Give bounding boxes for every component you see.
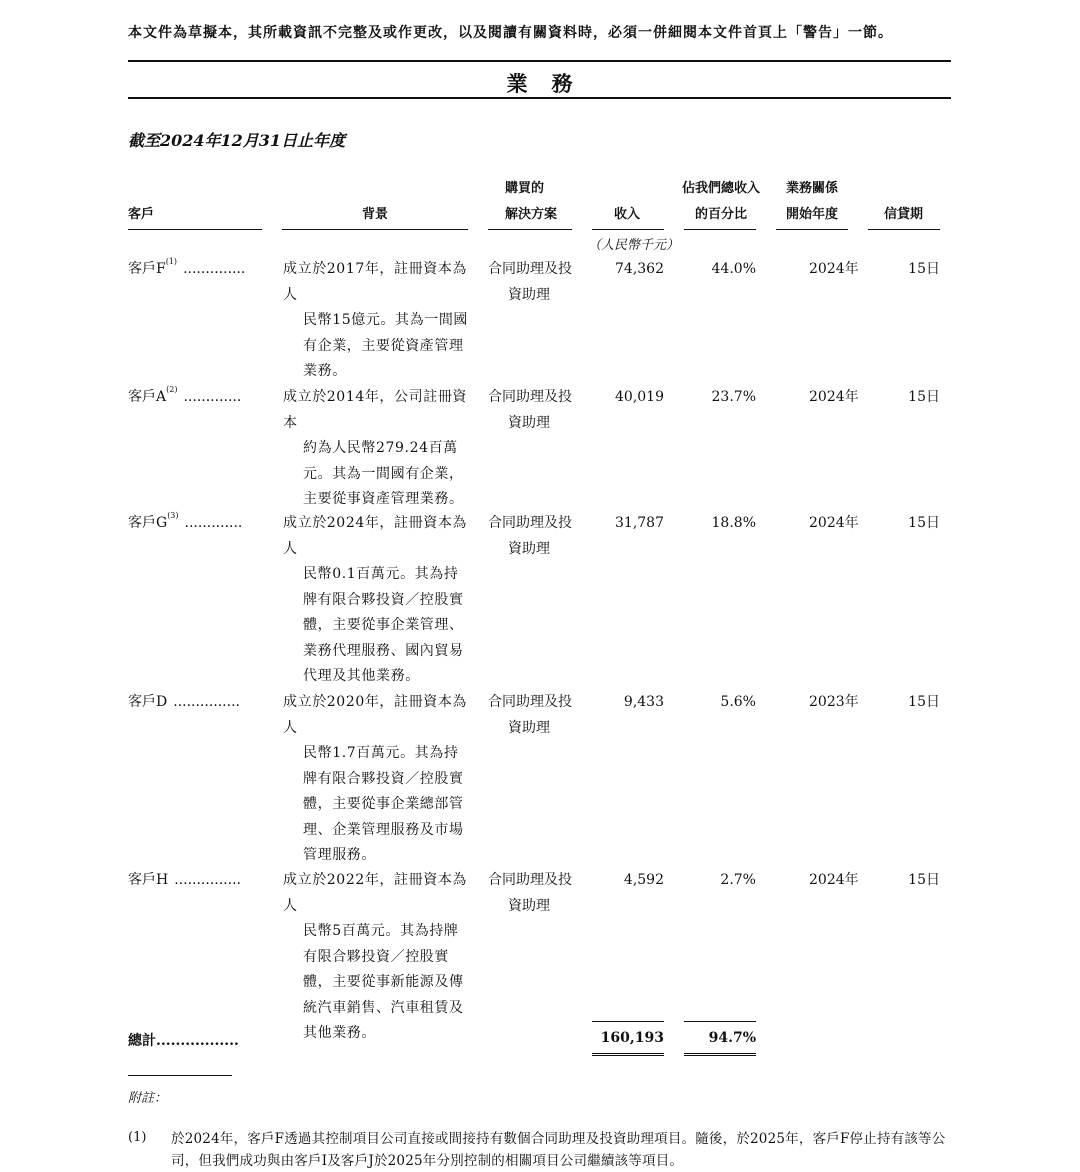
purchased-solution: 合同助理及投 資助理 bbox=[488, 515, 572, 557]
total-pct: 94.7% bbox=[708, 1030, 756, 1046]
title-bottom-rule bbox=[128, 97, 951, 99]
credit-term: 15日 bbox=[908, 515, 940, 531]
revenue-value: 31,787 bbox=[615, 515, 664, 531]
pct-value: 44.0% bbox=[711, 261, 756, 277]
period-title: 截至2024年12月31日止年度 bbox=[128, 131, 346, 150]
client-name: 客戶$F^{(1)}$ .............. bbox=[128, 257, 246, 277]
credit-term: 15日 bbox=[908, 261, 940, 277]
total-revenue-top-rule bbox=[592, 1021, 664, 1022]
col-header-start-line2: 開始年度 bbox=[786, 207, 839, 222]
col-header-client: 客戶 bbox=[128, 207, 155, 222]
col-header-start-line1: 業務關係 bbox=[786, 181, 839, 196]
revenue-value: 74,362 bbox=[615, 261, 664, 277]
pct-value: 18.8% bbox=[711, 515, 756, 531]
client-background: 成立於2022年，註冊資本為人 民幣5百萬元。其為持牌有限合夥投資／控股實體，主要從事新能源及傳統汽車銷售、汽車租賃及其他業務。 bbox=[283, 872, 468, 1041]
client-background: 成立於2020年，註冊資本為人 民幣1.7百萬元。其為持牌有限合夥投資／控股實體，主要從事企業總部管理、企業管理服務及市場管理服務。 bbox=[283, 694, 468, 863]
purchased-solution: 合同助理及投 資助理 bbox=[488, 261, 572, 303]
notes-title: 附註： bbox=[128, 1091, 168, 1106]
note-number: (1) bbox=[128, 1130, 147, 1145]
revenue-unit: （人民幣千元） bbox=[588, 238, 680, 253]
client-name: 客戶H ............... bbox=[128, 872, 241, 888]
header-rule-revenue bbox=[592, 229, 664, 230]
total-revenue: 160,193 bbox=[600, 1030, 664, 1046]
col-header-pct-line1: 佔我們總收入 bbox=[682, 181, 761, 196]
credit-term: 15日 bbox=[908, 694, 940, 710]
col-header-pct-line2: 的百分比 bbox=[695, 207, 748, 222]
header-rule-credit bbox=[868, 229, 940, 230]
col-header-solution-line2: 解決方案 bbox=[505, 207, 558, 222]
client-name: 客戶$A^{(2)}$ ............. bbox=[128, 385, 242, 405]
header-rule-client bbox=[128, 229, 262, 230]
client-name: 客戶D ............... bbox=[128, 694, 240, 710]
col-header-background: 背景 bbox=[362, 207, 389, 222]
draft-warning: 本文件為草擬本，其所載資訊不完整及或作更改，以及閱讀有關資料時，必須一併細閱本文件首頁上「警告」一節。 bbox=[128, 25, 893, 41]
total-pct-top-rule bbox=[684, 1021, 756, 1022]
total-label: 總計................. bbox=[128, 1033, 239, 1049]
section-title: 業務 bbox=[506, 71, 597, 96]
revenue-value: 40,019 bbox=[615, 389, 664, 405]
revenue-value: 4,592 bbox=[623, 872, 664, 888]
purchased-solution: 合同助理及投 資助理 bbox=[488, 872, 572, 914]
credit-term: 15日 bbox=[908, 872, 940, 888]
title-top-rule bbox=[128, 60, 951, 62]
start-year: 2024年 bbox=[809, 389, 859, 405]
pct-value: 5.6% bbox=[720, 694, 756, 710]
credit-term: 15日 bbox=[908, 389, 940, 405]
client-background: 成立於2024年，註冊資本為人 民幣0.1百萬元。其為持牌有限合夥投資／控股實體，主要從事企業管理、業務代理服務、國內貿易代理及其他業務。 bbox=[283, 515, 468, 684]
client-background: 成立於2014年，公司註冊資本 約為人民幣279.24百萬元。其為一間國有企業，主要從事資產管理業務。 bbox=[283, 389, 468, 507]
note-text: 於2024年，客戶F透過其控制項目公司直接或間接持有數個合同助理及投資助理項目。隨後，於2025年，客戶F停止持有該等公司，但我們成功與由客戶I及客戶J於2025年分別控制的相關項目公司繼續該等項目。 bbox=[171, 1131, 946, 1169]
header-rule-solution bbox=[488, 229, 572, 230]
col-header-solution-line1: 購買的 bbox=[505, 181, 545, 196]
purchased-solution: 合同助理及投 資助理 bbox=[488, 694, 572, 736]
col-header-revenue: 收入 bbox=[614, 207, 641, 222]
pct-value: 23.7% bbox=[711, 389, 756, 405]
client-background: 成立於2017年，註冊資本為人 民幣15億元。其為一間國有企業，主要從資產管理業務。 bbox=[283, 261, 469, 379]
total-revenue-double-rule bbox=[592, 1053, 664, 1059]
header-rule-start bbox=[776, 229, 848, 230]
header-rule-background bbox=[282, 229, 468, 230]
pct-value: 2.7% bbox=[720, 872, 756, 888]
start-year: 2024年 bbox=[809, 515, 859, 531]
notes-divider bbox=[128, 1075, 232, 1076]
start-year: 2024年 bbox=[809, 261, 859, 277]
client-name: 客戶$G^{(3)}$ ............. bbox=[128, 511, 243, 531]
start-year: 2023年 bbox=[809, 694, 859, 710]
total-pct-double-rule bbox=[684, 1053, 756, 1059]
header-rule-pct bbox=[684, 229, 756, 230]
start-year: 2024年 bbox=[809, 872, 859, 888]
purchased-solution: 合同助理及投 資助理 bbox=[488, 389, 572, 431]
col-header-credit: 信貸期 bbox=[884, 207, 924, 222]
revenue-value: 9,433 bbox=[623, 694, 664, 710]
